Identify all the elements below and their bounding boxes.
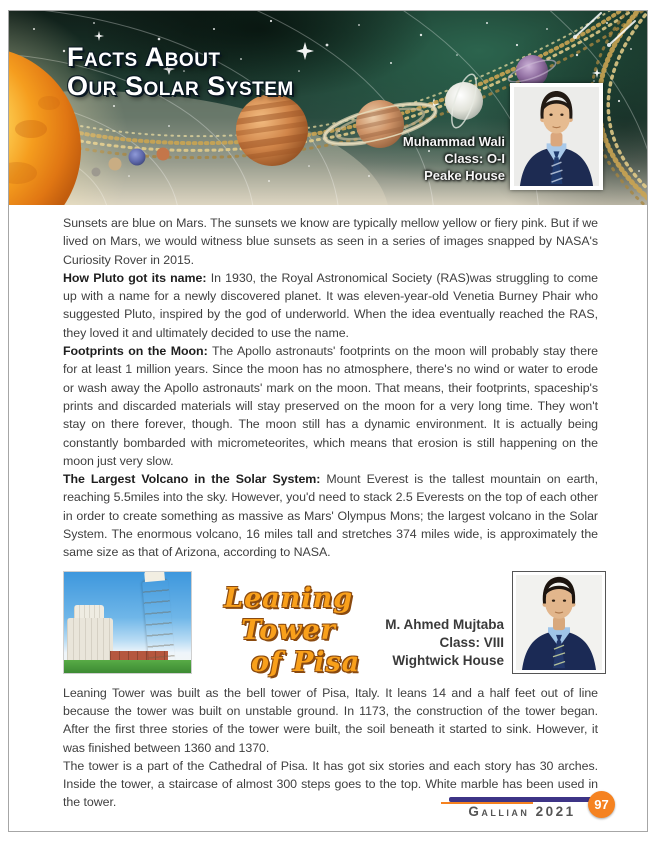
grass-graphic — [64, 660, 191, 673]
student-photo-1 — [510, 83, 603, 190]
solar-system-banner — [9, 11, 647, 205]
student-caption-2 — [385, 616, 504, 670]
article-body-solar — [63, 205, 598, 562]
planet-mars — [157, 148, 170, 161]
student-class: Class: VIII — [439, 634, 504, 650]
student-photo-2 — [512, 571, 606, 674]
page-title-line1: Facts About — [67, 42, 221, 72]
student-caption-1 — [403, 133, 505, 184]
fact-lead-pluto: How Pluto got its name: — [63, 270, 207, 285]
fact-lead-volcano: The Largest Volcano in the Solar System: — [63, 472, 321, 487]
student-class: Class: O-I — [444, 151, 505, 166]
page-title — [67, 43, 294, 101]
pisa-title-line2: of Pisa — [250, 646, 361, 678]
magazine-page — [8, 10, 648, 832]
pisa-title-line1: Leaning Tower — [224, 582, 354, 646]
paragraph-pisa-1: Leaning Tower was built as the bell tower of Pisa, Italy. It leans 14 and a half feet out of line because the tower was built on unstable ground. In 1173, the construction of the tower began. After the first three stories of the tower were built, the soil beneath it started to sink. However, it was finished between 1360 and 1370. — [63, 685, 598, 755]
student-house: Wightwick House — [392, 652, 504, 668]
paragraph-footprints: Footprints on the Moon: The Apollo astronauts' footprints on the moon will probably stay there for at least 1 million years. Since the moon has no atmosphere, there's no wind or water to erode or wash away the Apollo astronauts' mark on the moon. That means, their footprints, spaceship's prints and discarded materials will stay preserved on the moon for a very long time. They won't stay on there forever, though. The moon still has a dynamic environment. It is actually being constantly bombarded with micrometeorites, which means that erosion is still happening on the moon just very slow. — [63, 344, 598, 468]
student-name: M. Ahmed Mujtaba — [385, 616, 504, 632]
planet-earth — [129, 149, 146, 166]
planet-mercury — [92, 168, 101, 177]
paragraph-volcano: The Largest Volcano in the Solar System: Mount Everest is the tallest mountain on earth, reaching 5.5miles into the sky. However, you'd need to stack 2.5 Everests on the top of each other in order to create something as massive as Mars' Olympus Mons; the largest volcano in the Solar System. The enormous volcano, 16 miles tall and stretches 374 miles wide, is approximately the same size as that of Arizona, according to NASA. — [63, 472, 598, 560]
planet-venus — [109, 158, 122, 171]
magazine-brand: Gallian 2021 — [468, 804, 576, 819]
paragraph-pluto: How Pluto got its name: In 1930, the Royal Astronomical Society (RAS)was struggling to come up with a name for a newly discovered planet. It was eleven-year-old Venetia Burney Phair who suggested Pluto, inspired by the god of underworld. When the idea eventually reached the RAS, they loved it and ultimately decided to use the name. — [63, 270, 599, 340]
page-number-badge: 97 — [588, 791, 615, 818]
cathedral-graphic — [74, 605, 104, 618]
paragraph-pisa-2: The tower is a part of the Cathedral of Pisa. It has got six stories and each story has 30 arches. Inside the tower, a staircase of almost 300 steps goes to the top. White marble has been used in the tower. — [63, 758, 598, 810]
pisa-tower-photo — [63, 571, 192, 674]
page-footer — [447, 793, 617, 831]
student-name: Muhammad Wali — [402, 134, 505, 149]
student-portrait-icon — [514, 87, 599, 186]
pisa-title — [192, 583, 385, 679]
page-title-line2: Our Solar System — [67, 71, 294, 101]
fact-lead-footprints: Footprints on the Moon: — [63, 344, 208, 359]
student-house: Peake House — [424, 168, 505, 183]
pisa-section-header — [63, 571, 606, 679]
paragraph-intro: Sunsets are blue on Mars. The sunsets we know are typically mellow yellow or fiery pink. But if we lived on Mars, we would witness blue sunsets as seen in a series of images snapped by NASA's Curiosity Rover in 2015. — [63, 216, 598, 267]
student-portrait-icon — [516, 575, 602, 670]
